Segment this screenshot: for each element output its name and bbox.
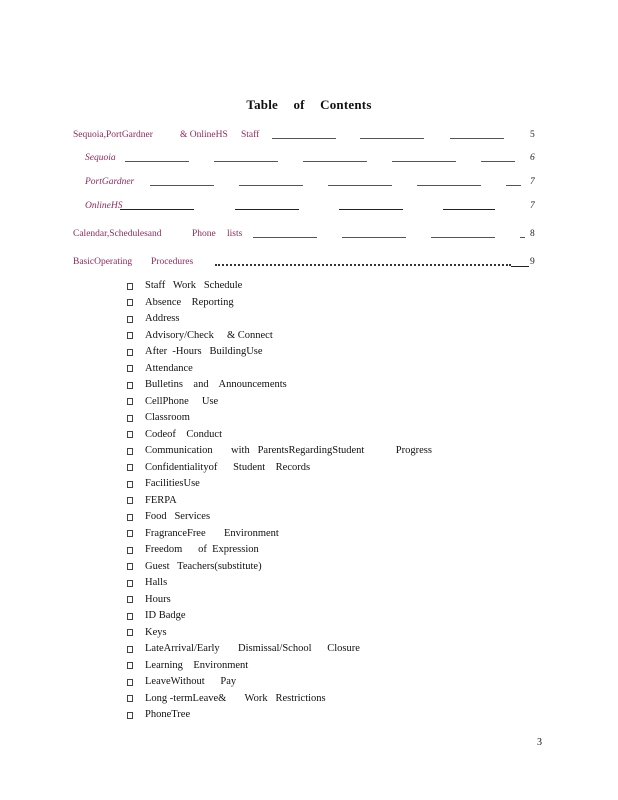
- title-word-3: Contents: [320, 97, 372, 112]
- toc-leader-dots: [215, 264, 511, 266]
- bullet-box-icon: [127, 530, 133, 537]
- toc-leader: [417, 185, 481, 186]
- toc-leader: [511, 266, 529, 267]
- list-item-label: Guest Teachers(substitute): [145, 560, 262, 572]
- list-item-label: Confidentialityof Student Records: [145, 461, 311, 473]
- toc-leader: [506, 185, 521, 186]
- list-item[interactable]: [127, 460, 432, 477]
- list-item[interactable]: [127, 311, 432, 328]
- bullet-box-icon: [127, 679, 133, 686]
- list-item-label: Freedom of Expression: [145, 544, 259, 555]
- toc-leader: [328, 185, 392, 186]
- list-item[interactable]: [127, 410, 432, 427]
- bullet-box-icon: [127, 431, 133, 438]
- list-item[interactable]: [127, 526, 432, 543]
- list-item-label: FacilitiesUse: [145, 478, 200, 489]
- toc-label: Sequoia,PortGardner: [73, 130, 153, 140]
- toc-label-2: Procedures: [151, 257, 194, 267]
- toc-leader: [120, 209, 194, 210]
- list-item[interactable]: [127, 625, 432, 642]
- bullet-box-icon: [127, 514, 133, 521]
- bullet-box-icon: [127, 464, 133, 471]
- list-item-label: Codeof Conduct: [145, 428, 222, 440]
- toc-entry-basic-operating[interactable]: [73, 257, 543, 271]
- list-item-label: Absence Reporting: [145, 296, 234, 308]
- list-item-label: Staff Work Schedule: [145, 280, 243, 291]
- list-item[interactable]: [127, 427, 432, 444]
- toc-leader: [360, 138, 424, 139]
- list-item-label: Address: [145, 313, 180, 324]
- toc-label: Sequoia: [85, 153, 116, 163]
- toc-entry-calendar[interactable]: [73, 229, 543, 243]
- list-item[interactable]: [127, 559, 432, 576]
- toc-leader: [342, 237, 406, 238]
- title-word-1: Table: [246, 97, 278, 112]
- bullet-box-icon: [127, 646, 133, 653]
- list-item-label: Long -termLeave& Work Restrictions: [145, 692, 326, 704]
- page-title: [0, 97, 618, 113]
- list-item-label: LateArrival/Early Dismissal/School Closure: [145, 643, 360, 654]
- list-item-label: After -Hours BuildingUse: [145, 346, 263, 357]
- list-item[interactable]: [127, 278, 432, 295]
- list-item-label: Classroom: [145, 412, 190, 423]
- bullet-box-icon: [127, 629, 133, 636]
- page-number: 3: [537, 737, 542, 748]
- toc-leader: [392, 161, 456, 162]
- list-item-label: Keys: [145, 626, 167, 638]
- bullet-box-icon: [127, 662, 133, 669]
- list-item-label: Learning Environment: [145, 659, 249, 671]
- list-item[interactable]: [127, 394, 432, 411]
- bullet-box-icon: [127, 415, 133, 422]
- list-item-label: PhoneTree: [145, 709, 191, 720]
- list-item[interactable]: [127, 344, 432, 361]
- list-item[interactable]: [127, 707, 432, 724]
- bullet-box-icon: [127, 382, 133, 389]
- list-item[interactable]: [127, 361, 432, 378]
- bullet-box-icon: [127, 596, 133, 603]
- list-item[interactable]: [127, 592, 432, 609]
- procedures-list: [127, 278, 432, 724]
- bullet-box-icon: [127, 299, 133, 306]
- list-item[interactable]: [127, 509, 432, 526]
- list-item-label: Hours: [145, 593, 171, 605]
- list-item-label: Attendance: [145, 362, 193, 374]
- bullet-box-icon: [127, 398, 133, 405]
- bullet-box-icon: [127, 349, 133, 356]
- toc-leader: [253, 237, 317, 238]
- toc-leader: [443, 209, 495, 210]
- list-item-label: Communication with ParentsRegardingStudent Progress: [145, 445, 432, 456]
- bullet-box-icon: [127, 580, 133, 587]
- toc-label-3: Staff: [241, 130, 260, 140]
- list-item-label: LeaveWithout Pay: [145, 676, 237, 687]
- toc-entry-sequoia[interactable]: [73, 153, 543, 167]
- list-item[interactable]: [127, 443, 432, 460]
- toc-leader: [235, 209, 299, 210]
- list-item-label: FragranceFree Environment: [145, 527, 279, 539]
- list-item[interactable]: [127, 608, 432, 625]
- list-item-label: Halls: [145, 577, 168, 588]
- bullet-box-icon: [127, 613, 133, 620]
- toc-label: OnlineHS: [85, 201, 123, 211]
- bullet-box-icon: [127, 497, 133, 504]
- list-item[interactable]: [127, 674, 432, 691]
- bullet-box-icon: [127, 365, 133, 372]
- bullet-box-icon: [127, 547, 133, 554]
- toc-leader: [214, 161, 278, 162]
- toc-leader: [239, 185, 303, 186]
- bullet-box-icon: [127, 695, 133, 702]
- toc-leader: [481, 161, 515, 162]
- toc-label: PortGardner: [85, 177, 135, 187]
- list-item-label: CellPhone Use: [145, 395, 219, 407]
- toc-entry-portgardner[interactable]: [73, 177, 543, 191]
- list-item[interactable]: [127, 493, 432, 510]
- toc-label-3: lists: [227, 229, 243, 239]
- toc-leader: [303, 161, 367, 162]
- bullet-box-icon: [127, 481, 133, 488]
- toc-label: Calendar,Schedulesand: [73, 229, 162, 239]
- toc-label-2: Phone: [192, 229, 216, 239]
- toc-label: BasicOperating: [73, 257, 133, 267]
- list-item[interactable]: [127, 575, 432, 592]
- bullet-box-icon: [127, 316, 133, 323]
- list-item-label: ID Badge: [145, 610, 186, 621]
- list-item[interactable]: [127, 476, 432, 493]
- list-item[interactable]: [127, 377, 432, 394]
- list-item[interactable]: [127, 658, 432, 675]
- toc-leader: [339, 209, 403, 210]
- toc-page: 7: [530, 177, 535, 187]
- toc-page: 6: [530, 153, 535, 163]
- list-item-label: Bulletins and Announcements: [145, 379, 287, 390]
- toc-page: 9: [530, 257, 535, 267]
- list-item[interactable]: [127, 641, 432, 658]
- toc-label-2: & OnlineHS: [180, 130, 228, 140]
- toc-entry-staff[interactable]: [73, 130, 543, 144]
- toc-leader: [431, 237, 495, 238]
- list-item-label: Advisory/Check & Connect: [145, 329, 273, 341]
- list-item[interactable]: [127, 691, 432, 708]
- toc-leader: [520, 237, 525, 238]
- toc-entry-onlinehs[interactable]: [73, 201, 543, 215]
- bullet-box-icon: [127, 712, 133, 719]
- toc-leader: [272, 138, 336, 139]
- bullet-box-icon: [127, 563, 133, 570]
- toc-leader: [450, 138, 504, 139]
- list-item-label: Food Services: [145, 511, 211, 522]
- title-word-2: of: [293, 97, 305, 112]
- list-item[interactable]: [127, 295, 432, 312]
- bullet-box-icon: [127, 332, 133, 339]
- toc-page: 8: [530, 229, 535, 239]
- toc-leader: [125, 161, 189, 162]
- bullet-box-icon: [127, 283, 133, 290]
- list-item-label: FERPA: [145, 494, 177, 506]
- toc-page: 7: [530, 201, 535, 211]
- bullet-box-icon: [127, 448, 133, 455]
- list-item[interactable]: [127, 542, 432, 559]
- toc-leader: [150, 185, 214, 186]
- toc-page: 5: [530, 130, 535, 140]
- list-item[interactable]: [127, 328, 432, 345]
